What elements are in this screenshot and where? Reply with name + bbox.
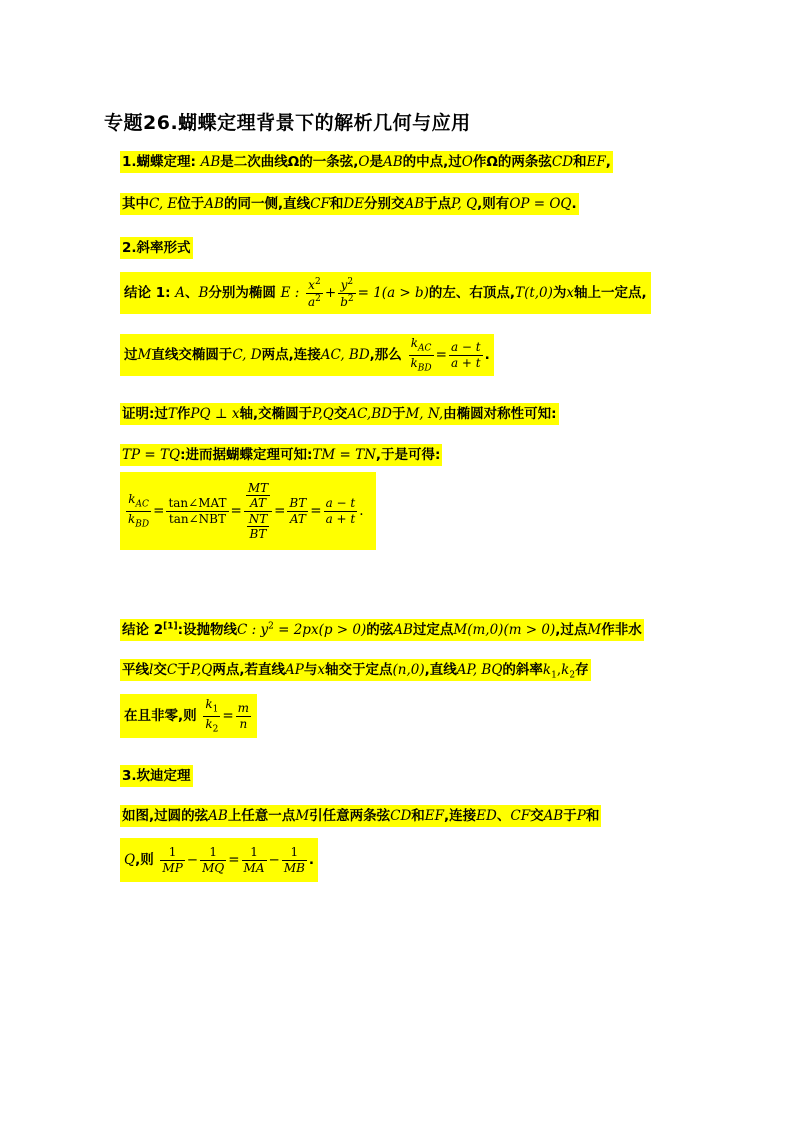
butterfly-line-2: 其中C, E位于AB的同一侧,直线CF和DE分别交AB于点P, Q,则有OP = OQ. xyxy=(120,192,579,212)
conclusion-1-line-1: 结论 1: A、B分别为椭圆 E : $\frac{x^2}{a^2}$ + $\frac{y^2}{b^2}$ = 1(a > b)的左、右顶点,T(t,0)为x轴上一定点, xyxy=(120,272,651,314)
fraction-x2-a2: $\frac{x^2}{a^2}$ xyxy=(307,277,321,309)
proof-line-1: 证明:过T作PQ ⊥ x轴,交椭圆于P,Q交AC,BD于M, N,由椭圆对称性可知: xyxy=(120,402,559,422)
butterfly-line-1: 1.蝴蝶定理: AB是二次曲线Ω的一条弦,O是AB的中点,过O作Ω的两条弦CD和EF, xyxy=(120,150,613,170)
conclusion-2-line-3: 在且非零,则 $\frac{k_1}{k_2}$ = $\frac{m}{n}$ xyxy=(120,694,257,738)
fraction-k1-k2: $\frac{k_1}{k_2}$ xyxy=(205,697,219,734)
section-2-heading: 2.斜率形式 xyxy=(120,236,193,256)
section-3-heading: 3.坎迪定理 xyxy=(120,764,193,784)
fraction-m-n: $\frac{m}{n}$ xyxy=(237,701,250,731)
fraction-1-mp: $\frac{1}{MP}$ xyxy=(162,845,183,875)
fraction-amt-apt-2: $\frac{a - t}{a + t}$ xyxy=(325,496,356,526)
page-title: 专题26.蝴蝶定理背景下的解析几何与应用 xyxy=(104,112,471,134)
fraction-1-ma: $\frac{1}{MA}$ xyxy=(243,845,265,875)
conclusion-2-line-1: 结论 2[1]:设抛物线C : $y^2 = 2px(p > 0)$的弦AB过定点M(m,0)(m > 0),过点M作非水 xyxy=(120,618,644,638)
fraction-bt-at: $\frac{BT}{AT}$ xyxy=(289,496,307,526)
candy-line-1: 如图,过圆的弦AB上任意一点M引任意两条弦CD和EF,连接ED、CF交AB于P和 xyxy=(120,804,601,824)
fraction-kac-kbd-2: $\frac{k_{AC}}{k_{BD}}$ xyxy=(128,492,150,529)
conclusion-2-line-2: 平线l交C于P,Q两点,若直线AP与x轴交于定点(n,0),直线AP, BQ的斜率$k_1,k_2$存 xyxy=(120,658,591,681)
fraction-1-mq: $\frac{1}{MQ}$ xyxy=(202,845,225,875)
fraction-kac-kbd: $\frac{k_{AC}}{k_{BD}}$ xyxy=(410,336,432,373)
candy-line-2: Q,则 $\frac{1}{MP}$ − $\frac{1}{MQ}$ = $\frac{1}{MA}$ − $\frac{1}{MB}$ . xyxy=(120,838,318,882)
fraction-amt-apt: $\frac{a - t}{a + t}$ xyxy=(450,340,481,370)
fraction-y2-b2: $\frac{y^2}{b^2}$ xyxy=(340,277,354,309)
fraction-1-mb: $\frac{1}{MB}$ xyxy=(283,845,305,875)
fraction-compound: $\frac{\frac{MT}{AT}}{\frac{NT}{BT}}$ xyxy=(244,481,272,542)
fraction-tan-ratio: $\frac{\text{tan∠MAT}}{\text{tan∠NBT}}$ xyxy=(168,496,227,526)
proof-line-2: TP = TQ:进而据蝴蝶定理可知:TM = TN,于是可得: xyxy=(120,443,442,463)
proof-equation: $\frac{k_{AC}}{k_{BD}}$ = $\frac{\text{tan∠MAT}}{\text{tan∠NBT}}$ = $\frac{\frac{MT}{AT}}{\frac{NT}{BT}}$ = $\frac{BT}{AT}$ = $\frac{a - t}{a + t}$ . xyxy=(120,472,376,550)
conclusion-1-line-2: 过M直线交椭圆于C, D两点,连接AC, BD,那么 $\frac{k_{AC}}{k_{BD}}$ = $\frac{a - t}{a + t}$ . xyxy=(120,334,494,376)
butterfly-label: 1.蝴蝶定理: xyxy=(122,154,196,170)
